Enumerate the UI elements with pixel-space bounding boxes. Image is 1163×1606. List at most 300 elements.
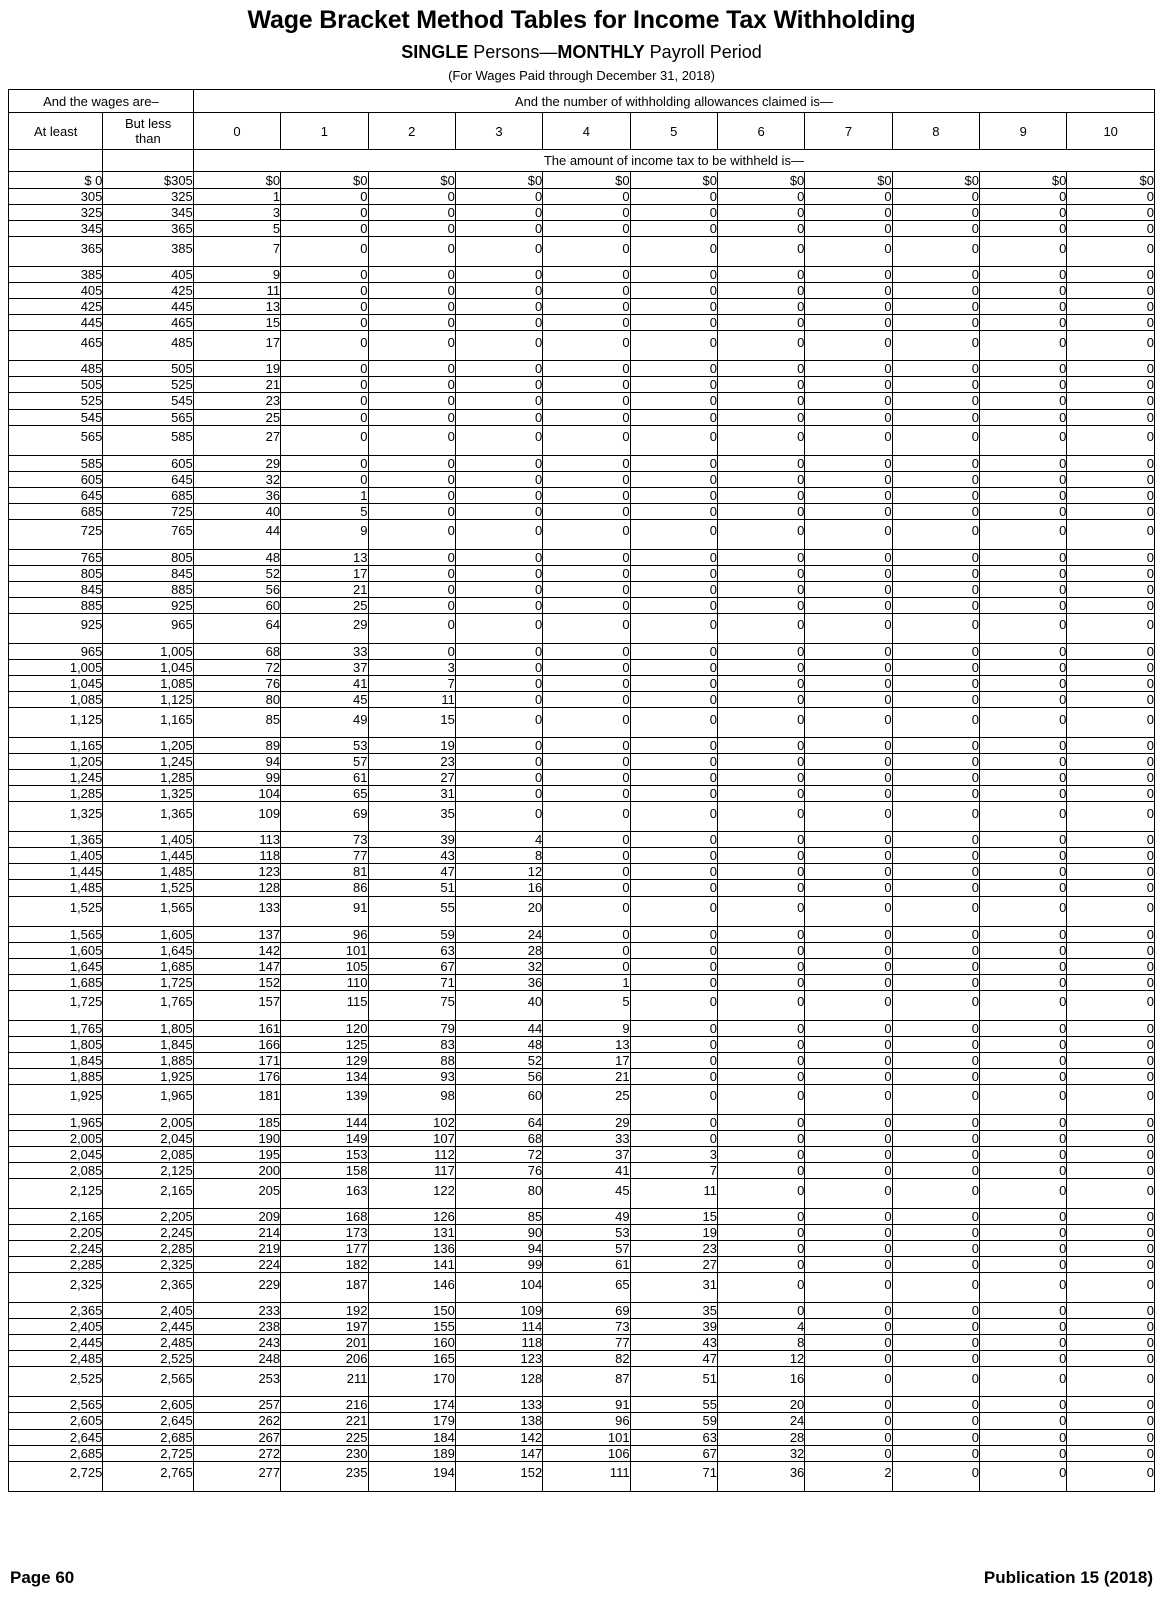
- cell-withholding-allowance-0: 277: [193, 1461, 280, 1491]
- cell-withholding-allowance-7: 0: [805, 1052, 892, 1068]
- cell-withholding-allowance-4: 0: [543, 958, 630, 974]
- table-row: [9, 659, 1155, 675]
- cell-withholding-allowance-6: 0: [717, 1241, 804, 1257]
- cell-withholding-allowance-9: 0: [980, 1241, 1067, 1257]
- cell-withholding-allowance-1: 168: [281, 1209, 368, 1225]
- cell-withholding-allowance-1: 187: [281, 1273, 368, 1303]
- cell-withholding-allowance-3: 0: [455, 659, 542, 675]
- cell-withholding-allowance-9: 0: [980, 471, 1067, 487]
- page-footer: [10, 1568, 1153, 1588]
- cell-withholding-allowance-0: 128: [193, 880, 280, 896]
- cell-withholding-allowance-2: 43: [368, 848, 455, 864]
- cell-withholding-allowance-10: 0: [1067, 676, 1155, 692]
- cell-withholding-allowance-10: 0: [1067, 1429, 1155, 1445]
- cell-withholding-allowance-3: 147: [455, 1445, 542, 1461]
- cell-withholding-allowance-3: 20: [455, 896, 542, 926]
- table-row: [9, 880, 1155, 896]
- cell-withholding-allowance-6: 0: [717, 1146, 804, 1162]
- cell-withholding-allowance-4: 0: [543, 676, 630, 692]
- cell-withholding-allowance-3: 68: [455, 1130, 542, 1146]
- cell-at-least: 2,605: [9, 1413, 103, 1429]
- table-row: [9, 770, 1155, 786]
- cell-withholding-allowance-0: 267: [193, 1429, 280, 1445]
- cell-withholding-allowance-4: 0: [543, 205, 630, 221]
- cell-withholding-allowance-3: 142: [455, 1429, 542, 1445]
- cell-withholding-allowance-5: 0: [630, 926, 717, 942]
- cell-withholding-allowance-4: 0: [543, 393, 630, 409]
- cell-at-least: 1,365: [9, 832, 103, 848]
- cell-withholding-allowance-4: 37: [543, 1146, 630, 1162]
- cell-withholding-allowance-2: 88: [368, 1052, 455, 1068]
- table-row: [9, 471, 1155, 487]
- cell-withholding-allowance-5: 0: [630, 958, 717, 974]
- header-but-less-line2: than: [135, 131, 161, 146]
- cell-withholding-allowance-6: 0: [717, 425, 804, 455]
- cell-withholding-allowance-7: 0: [805, 1225, 892, 1241]
- cell-withholding-allowance-8: 0: [892, 880, 979, 896]
- cell-withholding-allowance-3: 72: [455, 1146, 542, 1162]
- cell-withholding-allowance-9: 0: [980, 237, 1067, 267]
- cell-at-least: 2,205: [9, 1225, 103, 1241]
- cell-withholding-allowance-10: 0: [1067, 802, 1155, 832]
- cell-withholding-allowance-9: 0: [980, 1413, 1067, 1429]
- cell-at-least: 2,365: [9, 1303, 103, 1319]
- cell-at-least: 1,445: [9, 864, 103, 880]
- cell-withholding-allowance-3: 0: [455, 692, 542, 708]
- cell-withholding-allowance-10: 0: [1067, 974, 1155, 990]
- cell-withholding-allowance-3: 0: [455, 738, 542, 754]
- table-row: [9, 613, 1155, 643]
- cell-at-least: 2,165: [9, 1209, 103, 1225]
- cell-at-least: 605: [9, 471, 103, 487]
- cell-withholding-allowance-7: 0: [805, 1319, 892, 1335]
- cell-at-least: 2,725: [9, 1461, 103, 1491]
- cell-withholding-allowance-8: 0: [892, 205, 979, 221]
- cell-withholding-allowance-3: 104: [455, 1273, 542, 1303]
- cell-withholding-allowance-1: 41: [281, 676, 368, 692]
- page-subtitle: [8, 42, 1155, 63]
- cell-withholding-allowance-9: 0: [980, 361, 1067, 377]
- cell-withholding-allowance-7: 0: [805, 1257, 892, 1273]
- cell-withholding-allowance-4: 0: [543, 708, 630, 738]
- cell-at-least: 1,765: [9, 1020, 103, 1036]
- cell-withholding-allowance-2: 160: [368, 1335, 455, 1351]
- cell-withholding-allowance-0: 209: [193, 1209, 280, 1225]
- cell-withholding-allowance-7: 0: [805, 659, 892, 675]
- cell-withholding-allowance-3: 0: [455, 471, 542, 487]
- cell-withholding-allowance-7: 0: [805, 958, 892, 974]
- table-row: [9, 172, 1155, 189]
- cell-withholding-allowance-8: 0: [892, 283, 979, 299]
- cell-but-less-than: 1,925: [103, 1068, 193, 1084]
- cell-withholding-allowance-3: 118: [455, 1335, 542, 1351]
- cell-withholding-allowance-5: 39: [630, 1319, 717, 1335]
- cell-at-least: 2,445: [9, 1335, 103, 1351]
- cell-withholding-allowance-4: 41: [543, 1163, 630, 1179]
- cell-withholding-allowance-8: 0: [892, 581, 979, 597]
- cell-but-less-than: 1,525: [103, 880, 193, 896]
- cell-withholding-allowance-6: 0: [717, 864, 804, 880]
- cell-at-least: 405: [9, 283, 103, 299]
- cell-withholding-allowance-8: 0: [892, 1052, 979, 1068]
- withholding-table: [8, 89, 1155, 1492]
- cell-withholding-allowance-1: 13: [281, 549, 368, 565]
- cell-but-less-than: 445: [103, 299, 193, 315]
- cell-withholding-allowance-3: 12: [455, 864, 542, 880]
- table-row: [9, 1351, 1155, 1367]
- cell-but-less-than: 345: [103, 205, 193, 221]
- cell-withholding-allowance-1: 201: [281, 1335, 368, 1351]
- cell-withholding-allowance-6: 0: [717, 237, 804, 267]
- cell-withholding-allowance-7: 0: [805, 377, 892, 393]
- cell-withholding-allowance-10: 0: [1067, 315, 1155, 331]
- table-row: [9, 1241, 1155, 1257]
- cell-withholding-allowance-9: 0: [980, 565, 1067, 581]
- cell-withholding-allowance-2: 39: [368, 832, 455, 848]
- cell-withholding-allowance-0: 17: [193, 331, 280, 361]
- cell-withholding-allowance-8: 0: [892, 565, 979, 581]
- cell-withholding-allowance-7: 0: [805, 1209, 892, 1225]
- cell-withholding-allowance-6: 20: [717, 1397, 804, 1413]
- cell-withholding-allowance-10: 0: [1067, 942, 1155, 958]
- table-header: [9, 90, 1155, 172]
- cell-at-least: 2,565: [9, 1397, 103, 1413]
- cell-withholding-allowance-5: 0: [630, 708, 717, 738]
- cell-withholding-allowance-6: 0: [717, 1163, 804, 1179]
- cell-withholding-allowance-5: 19: [630, 1225, 717, 1241]
- cell-withholding-allowance-1: 173: [281, 1225, 368, 1241]
- cell-withholding-allowance-3: 44: [455, 1020, 542, 1036]
- cell-withholding-allowance-7: 0: [805, 283, 892, 299]
- cell-at-least: 445: [9, 315, 103, 331]
- cell-withholding-allowance-10: 0: [1067, 1130, 1155, 1146]
- cell-withholding-allowance-8: 0: [892, 990, 979, 1020]
- table-row: [9, 425, 1155, 455]
- cell-withholding-allowance-10: 0: [1067, 1084, 1155, 1114]
- cell-but-less-than: 1,565: [103, 896, 193, 926]
- table-row: [9, 221, 1155, 237]
- cell-but-less-than: 2,125: [103, 1163, 193, 1179]
- cell-withholding-allowance-8: 0: [892, 597, 979, 613]
- cell-withholding-allowance-5: 0: [630, 377, 717, 393]
- cell-but-less-than: 885: [103, 581, 193, 597]
- table-row: [9, 802, 1155, 832]
- cell-withholding-allowance-10: 0: [1067, 738, 1155, 754]
- cell-withholding-allowance-3: 76: [455, 1163, 542, 1179]
- cell-withholding-allowance-9: 0: [980, 848, 1067, 864]
- cell-withholding-allowance-5: 35: [630, 1303, 717, 1319]
- cell-but-less-than: 1,405: [103, 832, 193, 848]
- cell-withholding-allowance-6: 0: [717, 283, 804, 299]
- cell-at-least: 465: [9, 331, 103, 361]
- cell-withholding-allowance-0: 262: [193, 1413, 280, 1429]
- table-row: [9, 237, 1155, 267]
- cell-withholding-allowance-3: 0: [455, 189, 542, 205]
- cell-withholding-allowance-4: $0: [543, 172, 630, 189]
- cell-withholding-allowance-6: 0: [717, 802, 804, 832]
- cell-withholding-allowance-1: 45: [281, 692, 368, 708]
- cell-withholding-allowance-5: 71: [630, 1461, 717, 1491]
- cell-withholding-allowance-5: 0: [630, 549, 717, 565]
- cell-withholding-allowance-6: 0: [717, 1257, 804, 1273]
- cell-withholding-allowance-4: 1: [543, 974, 630, 990]
- table-row: [9, 1367, 1155, 1397]
- cell-withholding-allowance-2: 0: [368, 237, 455, 267]
- cell-but-less-than: 2,365: [103, 1273, 193, 1303]
- cell-withholding-allowance-10: 0: [1067, 425, 1155, 455]
- cell-withholding-allowance-0: 52: [193, 565, 280, 581]
- cell-withholding-allowance-1: 0: [281, 267, 368, 283]
- cell-withholding-allowance-1: 0: [281, 361, 368, 377]
- cell-withholding-allowance-3: 0: [455, 613, 542, 643]
- cell-withholding-allowance-9: 0: [980, 754, 1067, 770]
- subtitle-payroll-frequency: MONTHLY: [557, 42, 645, 62]
- cell-at-least: 2,285: [9, 1257, 103, 1273]
- cell-withholding-allowance-3: 0: [455, 315, 542, 331]
- cell-withholding-allowance-0: 85: [193, 708, 280, 738]
- cell-withholding-allowance-5: 63: [630, 1429, 717, 1445]
- cell-withholding-allowance-5: 0: [630, 659, 717, 675]
- cell-withholding-allowance-4: 82: [543, 1351, 630, 1367]
- cell-withholding-allowance-9: 0: [980, 299, 1067, 315]
- cell-withholding-allowance-7: 0: [805, 471, 892, 487]
- cell-withholding-allowance-7: 0: [805, 1273, 892, 1303]
- cell-withholding-allowance-8: 0: [892, 503, 979, 519]
- cell-withholding-allowance-5: 0: [630, 581, 717, 597]
- cell-withholding-allowance-8: 0: [892, 455, 979, 471]
- table-row: [9, 1413, 1155, 1429]
- cell-withholding-allowance-5: 51: [630, 1367, 717, 1397]
- cell-but-less-than: 325: [103, 189, 193, 205]
- cell-withholding-allowance-1: 177: [281, 1241, 368, 1257]
- cell-withholding-allowance-8: 0: [892, 1397, 979, 1413]
- cell-at-least: 365: [9, 237, 103, 267]
- table-row: [9, 455, 1155, 471]
- cell-withholding-allowance-8: 0: [892, 926, 979, 942]
- cell-withholding-allowance-8: 0: [892, 1335, 979, 1351]
- cell-withholding-allowance-4: 87: [543, 1367, 630, 1397]
- cell-withholding-allowance-7: $0: [805, 172, 892, 189]
- cell-withholding-allowance-7: 0: [805, 361, 892, 377]
- cell-but-less-than: 425: [103, 283, 193, 299]
- cell-withholding-allowance-1: 53: [281, 738, 368, 754]
- cell-withholding-allowance-10: 0: [1067, 1273, 1155, 1303]
- cell-withholding-allowance-5: 0: [630, 189, 717, 205]
- cell-withholding-allowance-5: 0: [630, 1036, 717, 1052]
- header-wages-are: And the wages are–: [9, 90, 194, 113]
- table-row: [9, 848, 1155, 864]
- cell-withholding-allowance-5: 0: [630, 974, 717, 990]
- cell-withholding-allowance-9: 0: [980, 1397, 1067, 1413]
- cell-withholding-allowance-6: 0: [717, 581, 804, 597]
- cell-withholding-allowance-2: 122: [368, 1179, 455, 1209]
- cell-withholding-allowance-1: 21: [281, 581, 368, 597]
- cell-withholding-allowance-5: 0: [630, 1020, 717, 1036]
- table-row: [9, 738, 1155, 754]
- table-row: [9, 1335, 1155, 1351]
- cell-but-less-than: 525: [103, 377, 193, 393]
- table-row: [9, 1084, 1155, 1114]
- cell-withholding-allowance-5: 0: [630, 503, 717, 519]
- cell-withholding-allowance-1: 96: [281, 926, 368, 942]
- cell-withholding-allowance-2: 7: [368, 676, 455, 692]
- cell-withholding-allowance-5: 0: [630, 786, 717, 802]
- cell-withholding-allowance-2: 102: [368, 1114, 455, 1130]
- table-row: [9, 393, 1155, 409]
- cell-withholding-allowance-1: 1: [281, 487, 368, 503]
- cell-withholding-allowance-10: 0: [1067, 692, 1155, 708]
- cell-withholding-allowance-7: 0: [805, 1179, 892, 1209]
- cell-withholding-allowance-1: 235: [281, 1461, 368, 1491]
- subtitle-persons-text: Persons—: [468, 42, 558, 62]
- cell-withholding-allowance-7: 0: [805, 1429, 892, 1445]
- cell-withholding-allowance-2: 11: [368, 692, 455, 708]
- cell-but-less-than: 1,685: [103, 958, 193, 974]
- cell-withholding-allowance-1: 86: [281, 880, 368, 896]
- cell-withholding-allowance-0: 109: [193, 802, 280, 832]
- cell-but-less-than: 1,965: [103, 1084, 193, 1114]
- cell-withholding-allowance-3: 0: [455, 503, 542, 519]
- cell-withholding-allowance-4: 21: [543, 1068, 630, 1084]
- cell-withholding-allowance-2: 59: [368, 926, 455, 942]
- cell-but-less-than: 765: [103, 519, 193, 549]
- cell-withholding-allowance-6: 32: [717, 1445, 804, 1461]
- cell-withholding-allowance-1: 225: [281, 1429, 368, 1445]
- cell-withholding-allowance-8: 0: [892, 221, 979, 237]
- cell-withholding-allowance-5: 0: [630, 315, 717, 331]
- cell-withholding-allowance-4: 0: [543, 487, 630, 503]
- cell-withholding-allowance-7: 0: [805, 1397, 892, 1413]
- cell-withholding-allowance-0: 233: [193, 1303, 280, 1319]
- cell-withholding-allowance-10: 0: [1067, 832, 1155, 848]
- cell-withholding-allowance-3: 0: [455, 802, 542, 832]
- table-row: [9, 692, 1155, 708]
- cell-withholding-allowance-3: 0: [455, 708, 542, 738]
- cell-withholding-allowance-8: 0: [892, 1068, 979, 1084]
- cell-withholding-allowance-2: 0: [368, 409, 455, 425]
- subtitle-payroll-period-text: Payroll Period: [644, 42, 762, 62]
- cell-withholding-allowance-2: 0: [368, 283, 455, 299]
- cell-withholding-allowance-10: 0: [1067, 659, 1155, 675]
- cell-withholding-allowance-10: 0: [1067, 1445, 1155, 1461]
- cell-withholding-allowance-10: 0: [1067, 643, 1155, 659]
- header-allowance-3: 3: [455, 113, 542, 150]
- table-row: [9, 643, 1155, 659]
- table-row: [9, 315, 1155, 331]
- cell-withholding-allowance-0: 32: [193, 471, 280, 487]
- table-row: [9, 1429, 1155, 1445]
- cell-withholding-allowance-6: 0: [717, 315, 804, 331]
- cell-withholding-allowance-4: 9: [543, 1020, 630, 1036]
- cell-withholding-allowance-6: 16: [717, 1367, 804, 1397]
- subtitle-filing-status: SINGLE: [401, 42, 469, 62]
- cell-withholding-allowance-6: 0: [717, 597, 804, 613]
- cell-withholding-allowance-7: 0: [805, 770, 892, 786]
- cell-withholding-allowance-3: 152: [455, 1461, 542, 1491]
- cell-withholding-allowance-5: 0: [630, 770, 717, 786]
- cell-but-less-than: 2,725: [103, 1445, 193, 1461]
- cell-withholding-allowance-10: 0: [1067, 361, 1155, 377]
- table-row: [9, 581, 1155, 597]
- cell-withholding-allowance-8: 0: [892, 1163, 979, 1179]
- cell-withholding-allowance-2: 155: [368, 1319, 455, 1335]
- cell-withholding-allowance-6: 0: [717, 1036, 804, 1052]
- cell-withholding-allowance-7: 0: [805, 1068, 892, 1084]
- cell-withholding-allowance-2: 98: [368, 1084, 455, 1114]
- cell-withholding-allowance-10: 0: [1067, 267, 1155, 283]
- cell-withholding-allowance-6: 0: [717, 205, 804, 221]
- header-allowance-1: 1: [281, 113, 368, 150]
- table-row: [9, 549, 1155, 565]
- cell-withholding-allowance-10: 0: [1067, 549, 1155, 565]
- cell-withholding-allowance-8: 0: [892, 848, 979, 864]
- cell-withholding-allowance-6: 0: [717, 487, 804, 503]
- cell-withholding-allowance-1: 33: [281, 643, 368, 659]
- cell-withholding-allowance-10: 0: [1067, 1461, 1155, 1491]
- cell-withholding-allowance-2: 0: [368, 487, 455, 503]
- cell-withholding-allowance-2: 0: [368, 189, 455, 205]
- cell-withholding-allowance-6: 0: [717, 880, 804, 896]
- cell-withholding-allowance-8: 0: [892, 659, 979, 675]
- cell-withholding-allowance-0: 48: [193, 549, 280, 565]
- cell-withholding-allowance-7: 0: [805, 1114, 892, 1130]
- cell-at-least: 645: [9, 487, 103, 503]
- cell-withholding-allowance-9: 0: [980, 221, 1067, 237]
- cell-withholding-allowance-7: 0: [805, 692, 892, 708]
- cell-withholding-allowance-6: 0: [717, 393, 804, 409]
- cell-withholding-allowance-9: 0: [980, 692, 1067, 708]
- cell-withholding-allowance-2: 0: [368, 455, 455, 471]
- cell-withholding-allowance-5: 0: [630, 299, 717, 315]
- cell-withholding-allowance-2: 0: [368, 315, 455, 331]
- cell-but-less-than: 2,765: [103, 1461, 193, 1491]
- cell-withholding-allowance-0: 157: [193, 990, 280, 1020]
- cell-withholding-allowance-8: 0: [892, 1413, 979, 1429]
- cell-withholding-allowance-3: 36: [455, 974, 542, 990]
- cell-at-least: 2,085: [9, 1163, 103, 1179]
- table-row: [9, 786, 1155, 802]
- cell-withholding-allowance-7: 0: [805, 1445, 892, 1461]
- cell-withholding-allowance-7: 0: [805, 299, 892, 315]
- header-allowance-5: 5: [630, 113, 717, 150]
- cell-but-less-than: 1,365: [103, 802, 193, 832]
- cell-withholding-allowance-8: 0: [892, 1241, 979, 1257]
- cell-withholding-allowance-9: 0: [980, 581, 1067, 597]
- cell-withholding-allowance-5: 15: [630, 1209, 717, 1225]
- cell-withholding-allowance-1: 17: [281, 565, 368, 581]
- cell-but-less-than: 805: [103, 549, 193, 565]
- cell-but-less-than: 2,525: [103, 1351, 193, 1367]
- cell-withholding-allowance-5: 0: [630, 267, 717, 283]
- cell-at-least: 1,605: [9, 942, 103, 958]
- cell-withholding-allowance-0: 176: [193, 1068, 280, 1084]
- cell-withholding-allowance-8: $0: [892, 172, 979, 189]
- cell-withholding-allowance-8: 0: [892, 1367, 979, 1397]
- table-row: [9, 1319, 1155, 1335]
- cell-withholding-allowance-2: 0: [368, 613, 455, 643]
- cell-at-least: 325: [9, 205, 103, 221]
- cell-withholding-allowance-5: 0: [630, 361, 717, 377]
- cell-withholding-allowance-0: 161: [193, 1020, 280, 1036]
- cell-withholding-allowance-10: 0: [1067, 1163, 1155, 1179]
- cell-but-less-than: 2,405: [103, 1303, 193, 1319]
- cell-at-least: 685: [9, 503, 103, 519]
- cell-withholding-allowance-7: 0: [805, 1413, 892, 1429]
- table-row: [9, 708, 1155, 738]
- cell-withholding-allowance-9: 0: [980, 676, 1067, 692]
- cell-withholding-allowance-4: 45: [543, 1179, 630, 1209]
- cell-withholding-allowance-9: $0: [980, 172, 1067, 189]
